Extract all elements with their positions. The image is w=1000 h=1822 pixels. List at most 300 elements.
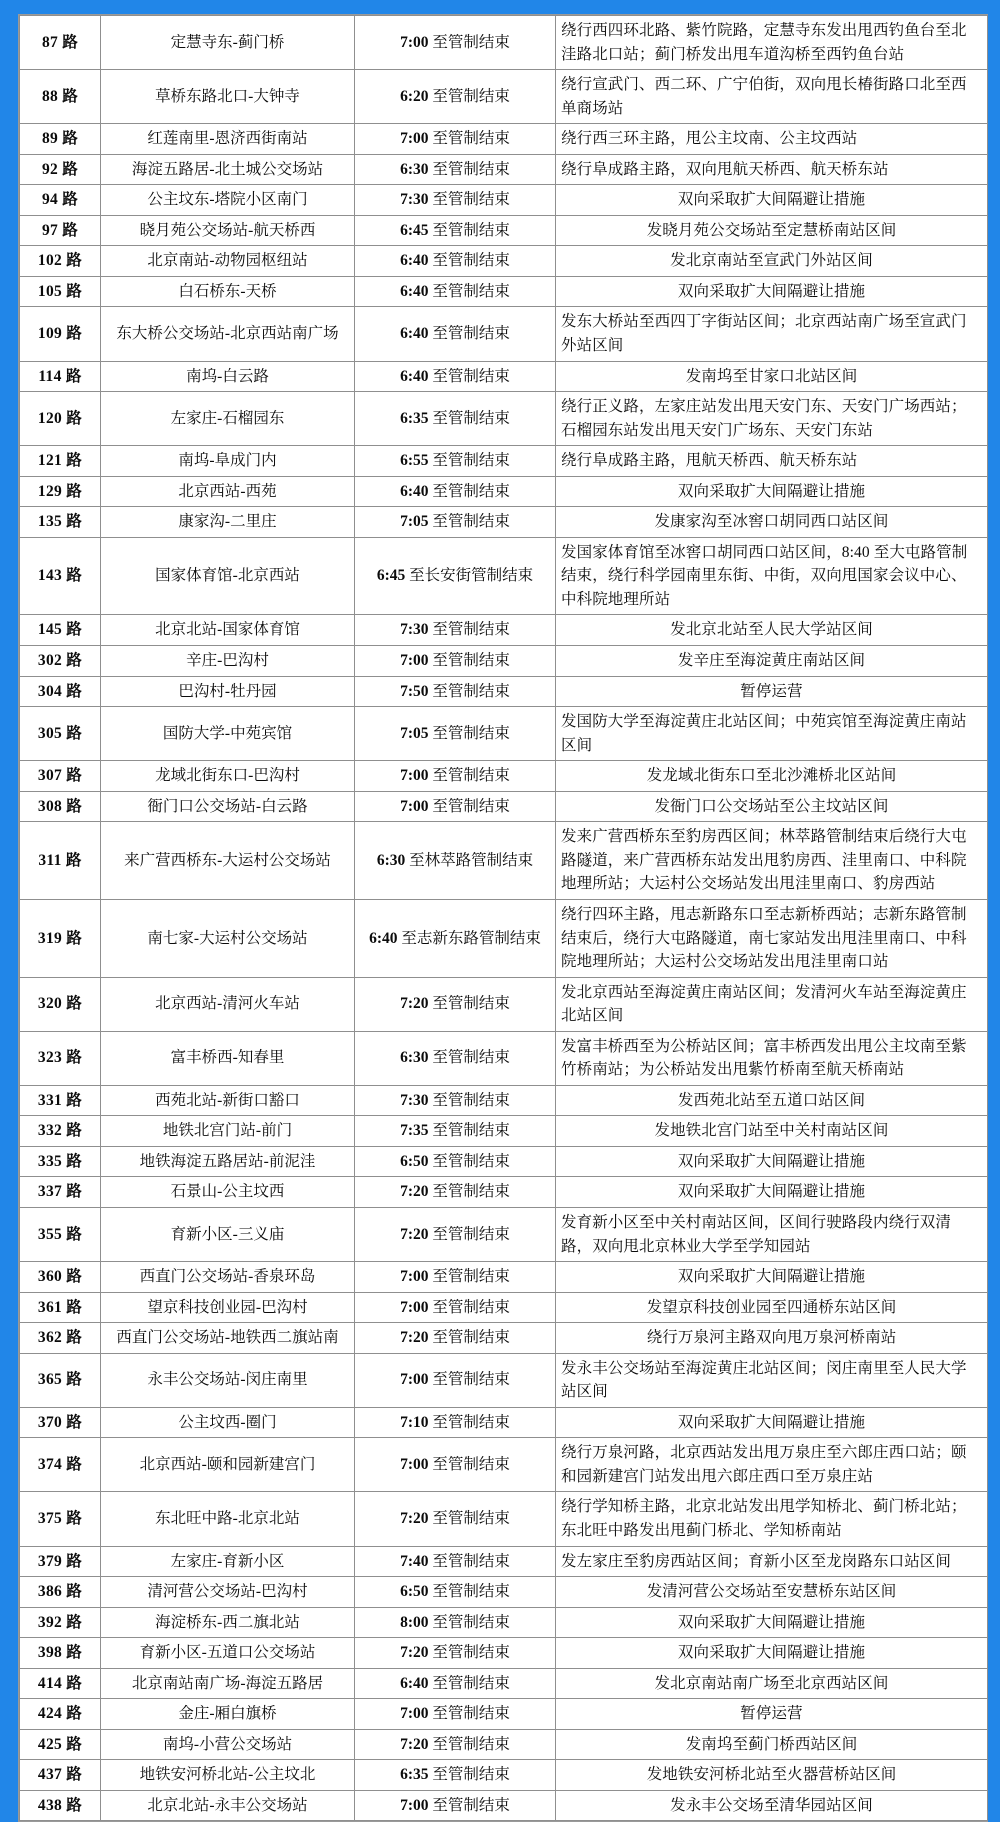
cell-route-number: 311 路 bbox=[20, 822, 101, 900]
cell-time bbox=[355, 246, 556, 277]
table-row bbox=[20, 1085, 988, 1116]
table-row bbox=[20, 246, 988, 277]
time-suffix: 至管制结束 bbox=[428, 1268, 510, 1286]
table-row bbox=[20, 1638, 988, 1669]
time-value: 7:20 bbox=[400, 1644, 429, 1662]
table-row bbox=[20, 1262, 988, 1293]
time-value: 6:40 bbox=[400, 1674, 429, 1692]
cell-route-terminals: 南坞-阜成门内 bbox=[101, 446, 355, 477]
table-row bbox=[20, 276, 988, 307]
cell-measure-note: 双向采取扩大间隔避让措施 bbox=[556, 1146, 988, 1177]
time-value: 6:35 bbox=[400, 409, 429, 427]
time-suffix: 至管制结束 bbox=[428, 1329, 510, 1347]
time-suffix: 至管制结束 bbox=[428, 1735, 510, 1753]
cell-route-number: 386 路 bbox=[20, 1577, 101, 1608]
table-row bbox=[20, 1177, 988, 1208]
time-suffix: 至管制结束 bbox=[428, 995, 510, 1013]
time-value: 7:20 bbox=[400, 1329, 429, 1347]
cell-route-terminals: 康家沟-二里庄 bbox=[101, 507, 355, 538]
cell-measure-note: 绕行正义路，左家庄站发出甩天安门东、天安门广场西站；石榴园东站发出甩天安门广场东、天安门东站 bbox=[556, 392, 988, 446]
table-row bbox=[20, 185, 988, 216]
cell-route-number: 304 路 bbox=[20, 676, 101, 707]
table-row bbox=[20, 1790, 988, 1821]
cell-route-terminals: 永丰公交场站-闵庄南里 bbox=[101, 1353, 355, 1407]
cell-route-number: 120 路 bbox=[20, 392, 101, 446]
cell-route-terminals: 白石桥东-天桥 bbox=[101, 276, 355, 307]
cell-measure-note: 双向采取扩大间隔避让措施 bbox=[556, 1262, 988, 1293]
cell-time bbox=[355, 676, 556, 707]
cell-measure-note: 发北京北站至人民大学站区间 bbox=[556, 615, 988, 646]
cell-measure-note: 发国防大学至海淀黄庄北站区间；中苑宾馆至海淀黄庄南站区间 bbox=[556, 707, 988, 761]
cell-route-terminals: 巴沟村-牡丹园 bbox=[101, 676, 355, 707]
cell-route-number: 121 路 bbox=[20, 446, 101, 477]
cell-measure-note: 绕行阜成路主路，甩航天桥西、航天桥东站 bbox=[556, 446, 988, 477]
cell-route-terminals: 海淀五路居-北土城公交场站 bbox=[101, 154, 355, 185]
cell-route-number: 355 路 bbox=[20, 1207, 101, 1261]
cell-route-terminals: 望京科技创业园-巴沟村 bbox=[101, 1292, 355, 1323]
time-value: 6:30 bbox=[400, 160, 429, 178]
cell-route-terminals: 北京南站-动物园枢纽站 bbox=[101, 246, 355, 277]
cell-measure-note: 发育新小区至中关村南站区间，区间行驶路段内绕行双清路，双向甩北京林业大学至学知园站 bbox=[556, 1207, 988, 1261]
time-suffix: 至管制结束 bbox=[428, 1613, 510, 1631]
time-value: 7:00 bbox=[400, 1371, 429, 1389]
table-row bbox=[20, 1760, 988, 1791]
time-value: 6:40 bbox=[400, 252, 429, 270]
time-suffix: 至管制结束 bbox=[428, 1456, 510, 1474]
table-row bbox=[20, 1546, 988, 1577]
cell-route-number: 335 路 bbox=[20, 1146, 101, 1177]
cell-measure-note: 发北京西站至海淀黄庄南站区间；发清河火车站至海淀黄庄北站区间 bbox=[556, 977, 988, 1031]
cell-measure-note: 发永丰公交场至清华园站区间 bbox=[556, 1790, 988, 1821]
time-suffix: 至管制结束 bbox=[428, 1298, 510, 1316]
table-row bbox=[20, 446, 988, 477]
table-row bbox=[20, 154, 988, 185]
cell-time bbox=[355, 307, 556, 361]
cell-measure-note: 绕行西四环北路、紫竹院路，定慧寺东发出甩西钓鱼台至北洼路北口站；蓟门桥发出甩车道沟桥至西钓鱼台站 bbox=[556, 16, 988, 70]
time-suffix: 至管制结束 bbox=[428, 452, 510, 470]
cell-route-number: 438 路 bbox=[20, 1790, 101, 1821]
cell-route-terminals: 地铁北宫门站-前门 bbox=[101, 1116, 355, 1147]
cell-route-number: 425 路 bbox=[20, 1729, 101, 1760]
time-value: 6:40 bbox=[400, 282, 429, 300]
cell-time bbox=[355, 1492, 556, 1546]
cell-measure-note: 绕行四环主路，甩志新路东口至志新桥西站；志新东路管制结束后，绕行大屯路隧道，南七家站发出甩洼里南口、中科院地理所站；大运村公交场站发出甩洼里南口站 bbox=[556, 899, 988, 977]
time-value: 7:20 bbox=[400, 1510, 429, 1528]
cell-time bbox=[355, 1407, 556, 1438]
table-row bbox=[20, 1577, 988, 1608]
time-suffix: 至管制结束 bbox=[428, 409, 510, 427]
time-suffix: 至管制结束 bbox=[428, 1225, 510, 1243]
cell-measure-note: 发北京南站南广场至北京西站区间 bbox=[556, 1668, 988, 1699]
time-value: 6:50 bbox=[400, 1583, 429, 1601]
table-body bbox=[20, 16, 988, 1821]
cell-route-number: 307 路 bbox=[20, 761, 101, 792]
time-suffix: 至管制结束 bbox=[428, 482, 510, 500]
cell-time bbox=[355, 646, 556, 677]
cell-measure-note: 发永丰公交场站至海淀黄庄北站区间；闵庄南里至人民大学站区间 bbox=[556, 1353, 988, 1407]
cell-measure-note: 绕行万泉河路，北京西站发出甩万泉庄至六郎庄西口站；颐和园新建宫门站发出甩六郎庄西口至万泉庄站 bbox=[556, 1438, 988, 1492]
cell-time bbox=[355, 1729, 556, 1760]
time-value: 6:35 bbox=[400, 1766, 429, 1784]
cell-measure-note: 绕行万泉河主路双向甩万泉河桥南站 bbox=[556, 1323, 988, 1354]
cell-route-terminals: 育新小区-三义庙 bbox=[101, 1207, 355, 1261]
cell-measure-note: 发南坞至蓟门桥西站区间 bbox=[556, 1729, 988, 1760]
time-value: 7:30 bbox=[400, 191, 429, 209]
cell-route-number: 331 路 bbox=[20, 1085, 101, 1116]
table-row bbox=[20, 1031, 988, 1085]
cell-time bbox=[355, 70, 556, 124]
cell-route-number: 145 路 bbox=[20, 615, 101, 646]
cell-route-terminals: 国防大学-中苑宾馆 bbox=[101, 707, 355, 761]
cell-measure-note: 绕行宣武门、西二环、广宁伯街，双向甩长椿街路口北至西单商场站 bbox=[556, 70, 988, 124]
cell-measure-note: 绕行阜成路主路，双向甩航天桥西、航天桥东站 bbox=[556, 154, 988, 185]
table-row bbox=[20, 507, 988, 538]
table-row bbox=[20, 361, 988, 392]
cell-route-terminals: 东大桥公交场站-北京西站南广场 bbox=[101, 307, 355, 361]
cell-route-number: 102 路 bbox=[20, 246, 101, 277]
cell-route-terminals: 石景山-公主坟西 bbox=[101, 1177, 355, 1208]
table-row bbox=[20, 1146, 988, 1177]
cell-route-number: 319 路 bbox=[20, 899, 101, 977]
table-row bbox=[20, 307, 988, 361]
table-row bbox=[20, 1207, 988, 1261]
time-suffix: 至管制结束 bbox=[428, 1049, 510, 1067]
cell-measure-note: 双向采取扩大间隔避让措施 bbox=[556, 1638, 988, 1669]
cell-route-terminals: 清河营公交场站-巴沟村 bbox=[101, 1577, 355, 1608]
table-row bbox=[20, 476, 988, 507]
table-row bbox=[20, 761, 988, 792]
cell-route-number: 374 路 bbox=[20, 1438, 101, 1492]
cell-route-number: 143 路 bbox=[20, 537, 101, 615]
cell-time bbox=[355, 276, 556, 307]
table-row bbox=[20, 1407, 988, 1438]
cell-time bbox=[355, 761, 556, 792]
time-suffix: 至管制结束 bbox=[428, 1796, 510, 1814]
cell-route-terminals: 地铁海淀五路居站-前泥洼 bbox=[101, 1146, 355, 1177]
time-suffix: 至管制结束 bbox=[428, 1122, 510, 1140]
table-row bbox=[20, 70, 988, 124]
cell-time bbox=[355, 1668, 556, 1699]
cell-route-terminals: 北京北站-永丰公交场站 bbox=[101, 1790, 355, 1821]
time-value: 7:20 bbox=[400, 1225, 429, 1243]
cell-route-number: 424 路 bbox=[20, 1699, 101, 1730]
time-value: 7:40 bbox=[400, 1552, 429, 1570]
time-value: 7:00 bbox=[400, 130, 429, 148]
table-row bbox=[20, 1323, 988, 1354]
bus-adjustment-table bbox=[19, 15, 988, 1821]
table-row bbox=[20, 899, 988, 977]
cell-route-number: 332 路 bbox=[20, 1116, 101, 1147]
cell-time bbox=[355, 1146, 556, 1177]
time-suffix: 至管制结束 bbox=[428, 1674, 510, 1692]
cell-measure-note: 发衙门口公交场站至公主坟站区间 bbox=[556, 791, 988, 822]
table-row bbox=[20, 16, 988, 70]
time-value: 7:20 bbox=[400, 1183, 429, 1201]
time-value: 7:05 bbox=[400, 724, 429, 742]
cell-route-terminals: 北京西站-清河火车站 bbox=[101, 977, 355, 1031]
time-value: 7:00 bbox=[400, 767, 429, 785]
cell-measure-note: 双向采取扩大间隔避让措施 bbox=[556, 1607, 988, 1638]
cell-route-number: 302 路 bbox=[20, 646, 101, 677]
time-suffix: 至管制结束 bbox=[428, 767, 510, 785]
table-row bbox=[20, 977, 988, 1031]
cell-measure-note: 绕行西三环主路，甩公主坟南、公主坟西站 bbox=[556, 124, 988, 155]
cell-route-terminals: 南七家-大运村公交场站 bbox=[101, 899, 355, 977]
cell-measure-note: 发地铁安河桥北站至火器营桥站区间 bbox=[556, 1760, 988, 1791]
time-value: 6:20 bbox=[400, 87, 429, 105]
time-suffix: 至管制结束 bbox=[428, 130, 510, 148]
table-row bbox=[20, 676, 988, 707]
time-value: 6:50 bbox=[400, 1152, 429, 1170]
cell-time bbox=[355, 1546, 556, 1577]
time-suffix: 至管制结束 bbox=[428, 221, 510, 239]
table-row bbox=[20, 1116, 988, 1147]
cell-measure-note: 发晓月苑公交场站至定慧桥南站区间 bbox=[556, 215, 988, 246]
cell-measure-note: 双向采取扩大间隔避让措施 bbox=[556, 185, 988, 216]
time-suffix: 至管制结束 bbox=[428, 1766, 510, 1784]
cell-time bbox=[355, 1323, 556, 1354]
time-suffix: 至管制结束 bbox=[428, 1183, 510, 1201]
cell-time bbox=[355, 822, 556, 900]
cell-time bbox=[355, 185, 556, 216]
table-row bbox=[20, 1668, 988, 1699]
time-value: 7:20 bbox=[400, 1735, 429, 1753]
cell-measure-note: 暂停运营 bbox=[556, 1699, 988, 1730]
cell-route-terminals: 左家庄-石榴园东 bbox=[101, 392, 355, 446]
time-suffix: 至管制结束 bbox=[428, 1705, 510, 1723]
table-row bbox=[20, 646, 988, 677]
cell-measure-note: 双向采取扩大间隔避让措施 bbox=[556, 476, 988, 507]
cell-route-number: 337 路 bbox=[20, 1177, 101, 1208]
cell-measure-note: 双向采取扩大间隔避让措施 bbox=[556, 1407, 988, 1438]
time-value: 8:00 bbox=[400, 1613, 429, 1631]
time-value: 7:00 bbox=[400, 797, 429, 815]
cell-route-terminals: 公主坟东-塔院小区南门 bbox=[101, 185, 355, 216]
cell-time bbox=[355, 392, 556, 446]
cell-route-number: 320 路 bbox=[20, 977, 101, 1031]
cell-route-terminals: 北京南站南广场-海淀五路居 bbox=[101, 1668, 355, 1699]
time-value: 7:30 bbox=[400, 1091, 429, 1109]
time-suffix: 至管制结束 bbox=[428, 797, 510, 815]
cell-time bbox=[355, 476, 556, 507]
time-value: 6:40 bbox=[400, 367, 429, 385]
time-value: 7:05 bbox=[400, 513, 429, 531]
time-suffix: 至管制结束 bbox=[428, 652, 510, 670]
time-value: 7:30 bbox=[400, 621, 429, 639]
cell-measure-note: 暂停运营 bbox=[556, 676, 988, 707]
time-value: 7:00 bbox=[400, 1796, 429, 1814]
cell-route-number: 362 路 bbox=[20, 1323, 101, 1354]
time-suffix: 至管制结束 bbox=[428, 367, 510, 385]
cell-time bbox=[355, 1790, 556, 1821]
cell-measure-note: 发国家体育馆至冰窖口胡同西口站区间，8:40 至大屯路管制结束，绕行科学园南里东街、中街，双向甩国家会议中心、中科院地理所站 bbox=[556, 537, 988, 615]
cell-route-number: 87 路 bbox=[20, 16, 101, 70]
cell-route-terminals: 西苑北站-新街口豁口 bbox=[101, 1085, 355, 1116]
cell-route-terminals: 公主坟西-圈门 bbox=[101, 1407, 355, 1438]
cell-route-number: 305 路 bbox=[20, 707, 101, 761]
cell-route-number: 361 路 bbox=[20, 1292, 101, 1323]
time-value: 6:55 bbox=[400, 452, 429, 470]
cell-time bbox=[355, 1177, 556, 1208]
cell-route-terminals: 国家体育馆-北京西站 bbox=[101, 537, 355, 615]
time-suffix: 至管制结束 bbox=[428, 724, 510, 742]
table-row bbox=[20, 791, 988, 822]
cell-route-terminals: 左家庄-育新小区 bbox=[101, 1546, 355, 1577]
time-suffix: 至管制结束 bbox=[428, 325, 510, 343]
cell-route-terminals: 北京西站-颐和园新建宫门 bbox=[101, 1438, 355, 1492]
cell-measure-note: 发左家庄至豹房西站区间；育新小区至龙岗路东口站区间 bbox=[556, 1546, 988, 1577]
cell-measure-note: 双向采取扩大间隔避让措施 bbox=[556, 1177, 988, 1208]
time-value: 7:35 bbox=[400, 1122, 429, 1140]
cell-time bbox=[355, 507, 556, 538]
cell-measure-note: 发康家沟至冰窖口胡同西口站区间 bbox=[556, 507, 988, 538]
cell-route-number: 370 路 bbox=[20, 1407, 101, 1438]
time-suffix: 至管制结束 bbox=[428, 160, 510, 178]
cell-time bbox=[355, 16, 556, 70]
cell-route-number: 375 路 bbox=[20, 1492, 101, 1546]
cell-time bbox=[355, 1607, 556, 1638]
bus-adjustment-table-container bbox=[18, 14, 988, 1822]
cell-route-number: 360 路 bbox=[20, 1262, 101, 1293]
cell-measure-note: 发望京科技创业园至四通桥东站区间 bbox=[556, 1292, 988, 1323]
time-suffix: 至林萃路管制结束 bbox=[405, 851, 534, 869]
time-suffix: 至管制结束 bbox=[428, 282, 510, 300]
cell-route-terminals: 西直门公交场站-香泉环岛 bbox=[101, 1262, 355, 1293]
time-value: 7:50 bbox=[400, 682, 429, 700]
cell-time bbox=[355, 707, 556, 761]
cell-measure-note: 发地铁北宫门站至中关村南站区间 bbox=[556, 1116, 988, 1147]
time-suffix: 至管制结束 bbox=[428, 33, 510, 51]
cell-route-terminals: 定慧寺东-蓟门桥 bbox=[101, 16, 355, 70]
cell-time bbox=[355, 1638, 556, 1669]
table-row bbox=[20, 1729, 988, 1760]
cell-route-number: 92 路 bbox=[20, 154, 101, 185]
cell-route-terminals: 东北旺中路-北京北站 bbox=[101, 1492, 355, 1546]
cell-measure-note: 发东大桥站至西四丁字街站区间；北京西站南广场至宣武门外站区间 bbox=[556, 307, 988, 361]
cell-measure-note: 绕行学知桥主路，北京北站发出甩学知桥北、蓟门桥北站；东北旺中路发出甩蓟门桥北、学知桥南站 bbox=[556, 1492, 988, 1546]
time-value: 6:40 bbox=[400, 325, 429, 343]
time-suffix: 至管制结束 bbox=[428, 1510, 510, 1528]
time-value: 7:00 bbox=[400, 1456, 429, 1474]
cell-time bbox=[355, 1577, 556, 1608]
time-value: 7:00 bbox=[400, 652, 429, 670]
time-value: 7:00 bbox=[400, 1268, 429, 1286]
table-row bbox=[20, 1353, 988, 1407]
cell-route-number: 89 路 bbox=[20, 124, 101, 155]
table-row bbox=[20, 1699, 988, 1730]
cell-time bbox=[355, 1085, 556, 1116]
cell-route-terminals: 辛庄-巴沟村 bbox=[101, 646, 355, 677]
cell-route-number: 365 路 bbox=[20, 1353, 101, 1407]
cell-time bbox=[355, 124, 556, 155]
cell-route-terminals: 南坞-小营公交场站 bbox=[101, 1729, 355, 1760]
cell-route-number: 398 路 bbox=[20, 1638, 101, 1669]
table-row bbox=[20, 124, 988, 155]
cell-route-number: 88 路 bbox=[20, 70, 101, 124]
cell-route-number: 97 路 bbox=[20, 215, 101, 246]
cell-route-terminals: 地铁安河桥北站-公主坟北 bbox=[101, 1760, 355, 1791]
time-value: 6:45 bbox=[400, 221, 429, 239]
time-suffix: 至志新东路管制结束 bbox=[397, 929, 541, 947]
cell-measure-note: 发西苑北站至五道口站区间 bbox=[556, 1085, 988, 1116]
time-value: 7:00 bbox=[400, 33, 429, 51]
cell-measure-note: 发龙域北街东口至北沙滩桥北区站间 bbox=[556, 761, 988, 792]
cell-time bbox=[355, 215, 556, 246]
time-suffix: 至管制结束 bbox=[428, 87, 510, 105]
cell-route-number: 379 路 bbox=[20, 1546, 101, 1577]
cell-route-number: 135 路 bbox=[20, 507, 101, 538]
cell-time bbox=[355, 1292, 556, 1323]
time-value: 7:00 bbox=[400, 1298, 429, 1316]
table-row bbox=[20, 1292, 988, 1323]
time-value: 6:30 bbox=[400, 1049, 429, 1067]
cell-route-number: 109 路 bbox=[20, 307, 101, 361]
time-suffix: 至管制结束 bbox=[428, 682, 510, 700]
table-row bbox=[20, 392, 988, 446]
time-value: 7:20 bbox=[400, 995, 429, 1013]
cell-route-terminals: 晓月苑公交场站-航天桥西 bbox=[101, 215, 355, 246]
cell-route-terminals: 南坞-白云路 bbox=[101, 361, 355, 392]
cell-route-terminals: 草桥东路北口-大钟寺 bbox=[101, 70, 355, 124]
cell-time bbox=[355, 1207, 556, 1261]
time-value: 6:45 bbox=[376, 567, 406, 585]
cell-time bbox=[355, 1760, 556, 1791]
cell-route-number: 114 路 bbox=[20, 361, 101, 392]
time-suffix: 至管制结束 bbox=[428, 513, 510, 531]
cell-measure-note: 发来广营西桥东至豹房西区间；林萃路管制结束后绕行大屯路隧道，来广营西桥东站发出甩豹房西、洼里南口、中科院地理所站；大运村公交场站发出甩洼里南口、豹房西站 bbox=[556, 822, 988, 900]
cell-route-number: 129 路 bbox=[20, 476, 101, 507]
cell-measure-note: 双向采取扩大间隔避让措施 bbox=[556, 276, 988, 307]
cell-time bbox=[355, 361, 556, 392]
cell-time bbox=[355, 899, 556, 977]
cell-route-number: 308 路 bbox=[20, 791, 101, 822]
cell-route-terminals: 北京西站-西苑 bbox=[101, 476, 355, 507]
cell-time bbox=[355, 1116, 556, 1147]
time-suffix: 至管制结束 bbox=[428, 1583, 510, 1601]
cell-route-terminals: 育新小区-五道口公交场站 bbox=[101, 1638, 355, 1669]
table-row bbox=[20, 615, 988, 646]
cell-route-terminals: 北京北站-国家体育馆 bbox=[101, 615, 355, 646]
time-value: 7:00 bbox=[400, 1705, 429, 1723]
cell-time bbox=[355, 1031, 556, 1085]
table-row bbox=[20, 215, 988, 246]
table-row bbox=[20, 537, 988, 615]
cell-route-terminals: 红莲南里-恩济西街南站 bbox=[101, 124, 355, 155]
table-row bbox=[20, 1492, 988, 1546]
cell-time bbox=[355, 977, 556, 1031]
time-suffix: 至管制结束 bbox=[428, 621, 510, 639]
cell-route-terminals: 海淀桥东-西二旗北站 bbox=[101, 1607, 355, 1638]
cell-time bbox=[355, 154, 556, 185]
cell-route-number: 94 路 bbox=[20, 185, 101, 216]
time-suffix: 至管制结束 bbox=[428, 1091, 510, 1109]
cell-route-number: 392 路 bbox=[20, 1607, 101, 1638]
time-suffix: 至管制结束 bbox=[428, 1644, 510, 1662]
time-suffix: 至管制结束 bbox=[428, 1371, 510, 1389]
cell-route-terminals: 富丰桥西-知春里 bbox=[101, 1031, 355, 1085]
cell-route-terminals: 衙门口公交场站-白云路 bbox=[101, 791, 355, 822]
cell-time bbox=[355, 446, 556, 477]
time-value: 7:10 bbox=[400, 1413, 429, 1431]
cell-measure-note: 发北京南站至宣武门外站区间 bbox=[556, 246, 988, 277]
cell-time bbox=[355, 1353, 556, 1407]
cell-route-terminals: 金庄-厢白旗桥 bbox=[101, 1699, 355, 1730]
time-suffix: 至管制结束 bbox=[428, 252, 510, 270]
cell-measure-note: 发清河营公交场站至安慧桥东站区间 bbox=[556, 1577, 988, 1608]
time-suffix: 至管制结束 bbox=[428, 191, 510, 209]
time-suffix: 至管制结束 bbox=[428, 1413, 510, 1431]
table-row bbox=[20, 1607, 988, 1638]
